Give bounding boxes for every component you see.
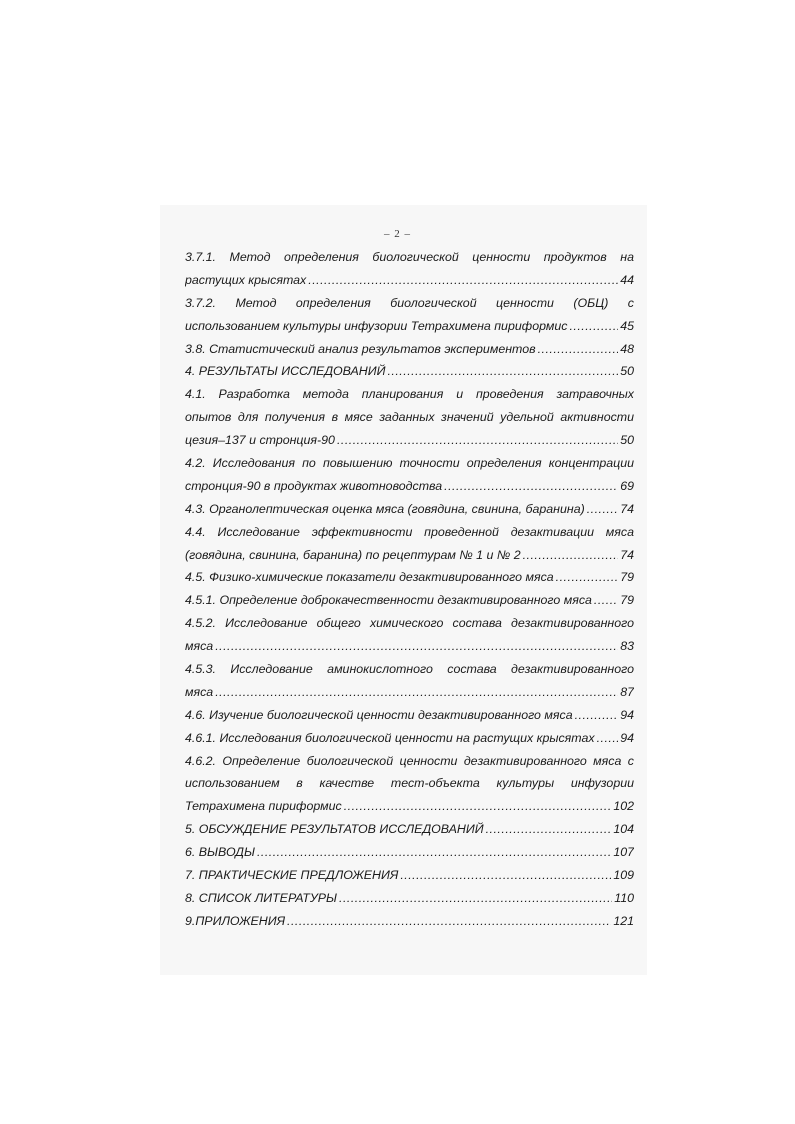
toc-entry-line (185, 383, 634, 406)
dot-leader (569, 315, 618, 338)
toc-entry-line (185, 452, 634, 475)
toc-entry-title: растущих крысятах (185, 272, 307, 287)
toc-entry-line (185, 589, 634, 612)
toc-page-number: 79 (620, 593, 634, 608)
toc-page-number: 107 (613, 845, 634, 860)
toc-page-number: 45 (620, 318, 634, 333)
toc-entry[interactable] (185, 589, 634, 612)
toc-entry-text: 4.2. Исследования по повышению точности определения концентрации (185, 456, 634, 471)
toc-page-number: 50 (620, 364, 634, 379)
toc-entry-line (185, 795, 634, 818)
toc-entry-title: 4. РЕЗУЛЬТАТЫ ИССЛЕДОВАНИЙ (185, 364, 386, 379)
toc-entry-line (185, 704, 634, 727)
toc-page-number: 121 (613, 913, 634, 928)
toc-entry-title: 4.6.1. Исследования биологической ценности на растущих крысятах (185, 730, 595, 745)
toc-entry-line (185, 910, 634, 933)
toc-entry[interactable] (185, 704, 634, 727)
toc-entry-line (185, 429, 634, 452)
toc-entry-line (185, 887, 634, 910)
toc-entry-line (185, 315, 634, 338)
toc-entry-line (185, 612, 634, 635)
toc-entry-line (185, 681, 634, 704)
dot-leader (597, 727, 619, 750)
toc-page-number: 102 (613, 799, 634, 814)
toc-page-number: 74 (620, 547, 634, 562)
dot-leader (215, 635, 618, 658)
toc-entry-title: (говядина, свинина, баранина) по рецептурам № 1 и № 2 (185, 547, 521, 562)
dot-leader (594, 589, 618, 612)
toc-entry-line (185, 566, 634, 589)
toc-entry-line (185, 727, 634, 750)
dot-leader (587, 498, 618, 521)
toc-entry-title: использованием культуры инфузории Тетрахимена пириформис (185, 318, 568, 333)
toc-entry[interactable] (185, 383, 634, 452)
toc-page-number: 94 (620, 707, 634, 722)
toc-entry[interactable] (185, 864, 634, 887)
toc-entry-text: 4.5.3. Исследование аминокислотного состава дезактивированного (185, 662, 634, 677)
toc-entry-text: использованием в качестве тест-объекта культуры инфузории (185, 776, 634, 791)
toc-entry-title: 5. ОБСУЖДЕНИЕ РЕЗУЛЬТАТОВ ИССЛЕДОВАНИЙ (185, 822, 484, 837)
toc-entry[interactable] (185, 818, 634, 841)
table-of-contents (185, 246, 634, 933)
toc-entry[interactable] (185, 246, 634, 292)
toc-page-number: 69 (620, 478, 634, 493)
toc-entry[interactable] (185, 910, 634, 933)
toc-entry-title: 3.8. Статистический анализ результатов экспериментов (185, 341, 536, 356)
toc-entry-title: 6. ВЫВОДЫ (185, 845, 255, 860)
toc-entry-line (185, 841, 634, 864)
toc-entry-text: 4.1. Разработка метода планирования и проведения затравочных (185, 387, 634, 402)
toc-entry-title: 4.6. Изучение биологической ценности дезактивированного мяса (185, 707, 573, 722)
page-number: – 2 – (384, 228, 411, 240)
toc-entry-text: 4.6.2. Определение биологической ценности дезактивированного мяса с (185, 753, 634, 768)
toc-entry[interactable] (185, 452, 634, 498)
dot-leader (215, 681, 618, 704)
toc-entry-line (185, 292, 634, 315)
toc-entry-text: опытов для получения в мясе заданных значений удельной активности (185, 410, 634, 425)
toc-entry-title: 4.5.1. Определение доброкачественности дезактивированного мяса (185, 593, 592, 608)
toc-page-number: 79 (620, 570, 634, 585)
dot-leader (486, 818, 612, 841)
toc-entry[interactable] (185, 612, 634, 658)
toc-entry-text: 3.7.2. Метод определения биологической ценности (ОБЦ) с (185, 295, 634, 310)
toc-entry-line (185, 475, 634, 498)
toc-page-number: 74 (620, 501, 634, 516)
toc-entry-title: 9.ПРИЛОЖЕНИЯ (185, 913, 286, 928)
toc-page-number: 83 (620, 639, 634, 654)
toc-page-number: 110 (614, 890, 634, 905)
toc-entry-title: цезия–137 и стронция-90 (185, 433, 335, 448)
dot-leader (337, 429, 618, 452)
dot-leader (556, 566, 619, 589)
dot-leader (287, 910, 611, 933)
toc-entry-title: мяса (185, 639, 214, 654)
toc-page-number: 44 (620, 272, 634, 287)
toc-entry-title: стронция-90 в продуктах животноводства (185, 478, 443, 493)
toc-page-number: 50 (620, 433, 634, 448)
toc-page-number: 48 (620, 341, 634, 356)
toc-entry-line (185, 635, 634, 658)
toc-entry[interactable] (185, 887, 634, 910)
toc-entry-text: 3.7.1. Метод определения биологической ценности продуктов на (185, 250, 634, 264)
toc-entry-title: 8. СПИСОК ЛИТЕРАТУРЫ (185, 890, 338, 905)
dot-leader (257, 841, 611, 864)
toc-entry-line (185, 772, 634, 795)
toc-entry[interactable] (185, 292, 634, 338)
toc-entry[interactable] (185, 338, 634, 361)
toc-entry-title: мяса (185, 684, 214, 699)
dot-leader (575, 704, 619, 727)
toc-entry-line (185, 406, 634, 429)
toc-entry[interactable] (185, 658, 634, 704)
toc-entry-line (185, 360, 634, 383)
dot-leader (444, 475, 618, 498)
toc-page-number: 109 (613, 868, 634, 883)
toc-entry-line (185, 864, 634, 887)
dot-leader (387, 360, 618, 383)
toc-entry-title: 7. ПРАКТИЧЕСКИЕ ПРЕДЛОЖЕНИЯ (185, 868, 399, 883)
toc-page-number: 94 (620, 730, 634, 745)
dot-leader (523, 544, 619, 567)
dot-leader (308, 269, 618, 292)
dot-leader (400, 864, 611, 887)
toc-entry-line (185, 246, 634, 269)
toc-entry-line (185, 750, 634, 773)
toc-entry-title: Тетрахимена пириформис (185, 799, 342, 814)
dot-leader (538, 338, 619, 361)
toc-entry[interactable] (185, 498, 634, 521)
toc-entry-line (185, 544, 634, 567)
toc-page-number: 104 (613, 822, 634, 837)
toc-entry[interactable] (185, 521, 634, 567)
toc-entry-line (185, 818, 634, 841)
toc-entry-line (185, 338, 634, 361)
toc-entry-line (185, 521, 634, 544)
toc-entry-title: 4.3. Органолептическая оценка мяса (говядина, свинина, баранина) (185, 501, 585, 516)
toc-entry-text: 4.4. Исследование эффективности проведенной дезактивации мяса (185, 524, 634, 539)
toc-entry-text: 4.5.2. Исследование общего химического состава дезактивированного (185, 616, 634, 631)
toc-entry-line (185, 269, 634, 292)
toc-entry[interactable] (185, 566, 634, 589)
toc-page-number: 87 (620, 684, 634, 699)
toc-entry[interactable] (185, 360, 634, 383)
toc-entry[interactable] (185, 841, 634, 864)
toc-entry[interactable] (185, 750, 634, 819)
toc-entry-title: 4.5. Физико-химические показатели дезактивированного мяса (185, 570, 554, 585)
toc-entry-line (185, 658, 634, 681)
toc-entry[interactable] (185, 727, 634, 750)
toc-entry-line (185, 498, 634, 521)
dot-leader (339, 887, 612, 910)
dot-leader (344, 795, 612, 818)
